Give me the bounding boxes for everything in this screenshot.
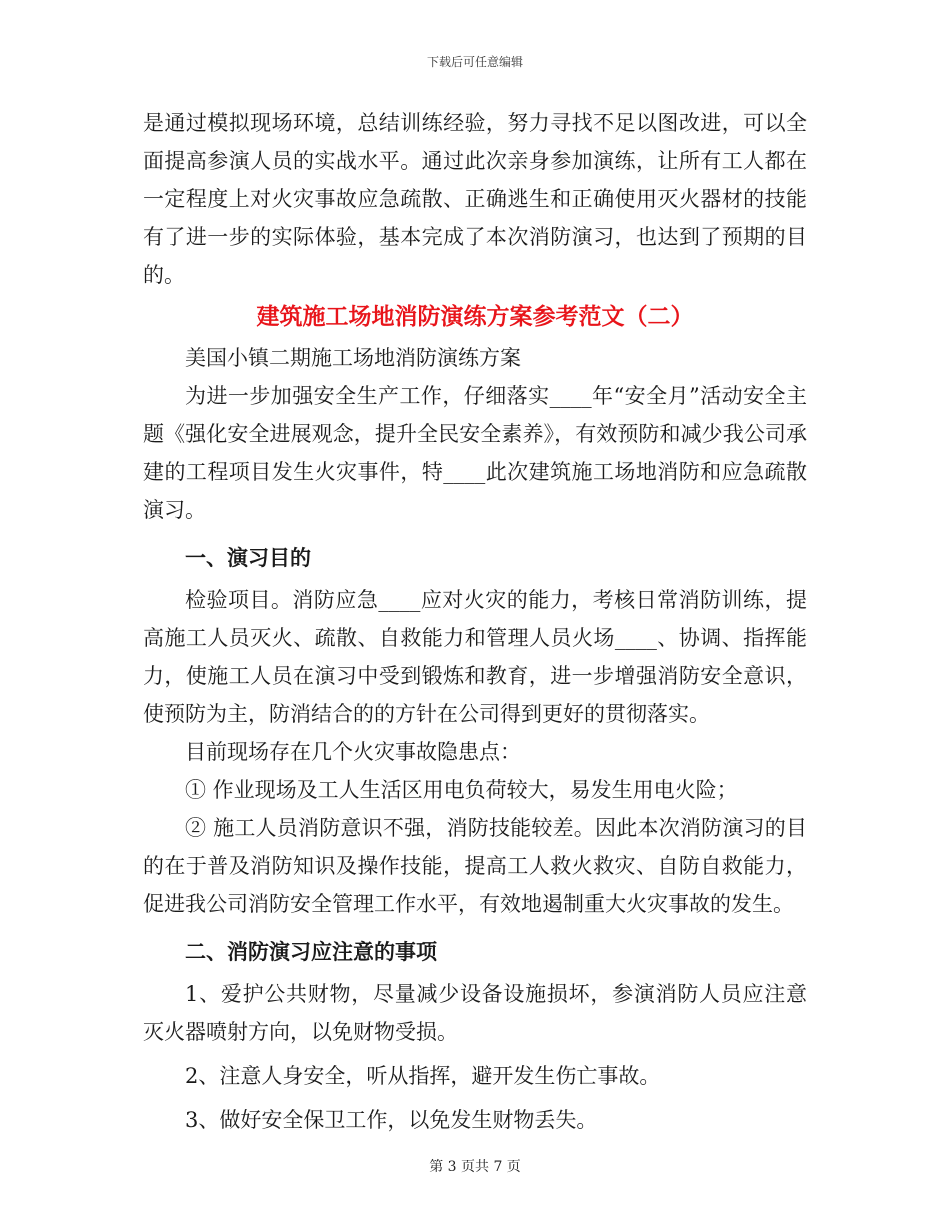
section-heading-purpose: 一、演习目的 <box>185 545 311 570</box>
header-note: 下载后可任意编辑 <box>426 55 523 69</box>
document-subtitle: 美国小镇二期施工场地消防演练方案 <box>185 346 521 370</box>
precaution-item-3: 3、做好安全保卫工作，以免发生财物丢失。 <box>185 1108 598 1132</box>
spacer <box>143 529 807 535</box>
document-body <box>143 104 807 1139</box>
purpose-paragraph: 检验项目。消防应急____应对火灾的能力，考核日常消防训练，提高施工人员灭火、疏散、自救能力和管理人员火场____、协调、指挥能力，使施工人员在演习中受到锻炼和教育，进一步增强消防安全意识，使预防为主，防消结合的的方针在公司得到更好的贯彻落实。 <box>143 588 807 726</box>
intro-paragraph: 是通过模拟现场环境，总结训练经验，努力寻找不足以图改进，可以全面提高参演人员的实战水平。通过此次亲身参加演练，让所有工人都在一定程度上对火灾事故应急疏散、正确逃生和正确使用灭火器材的技能有了进一步的实际体验，基本完成了本次消防演习，也达到了预期的目的。 <box>143 111 807 287</box>
hazard-item-2: ② 施工人员消防意识不强，消防技能较差。因此本次消防演习的目的在于普及消防知识及操作技能，提高工人救火救灾、自防自救能力，促进我公司消防安全管理工作水平，有效地遏制重大火灾事故的发生。 <box>143 816 807 916</box>
spacer <box>143 923 807 929</box>
hazards-intro: 目前现场存在几个火灾事故隐患点： <box>185 740 521 764</box>
precaution-item-2: 2、注意人身安全，听从指挥，避开发生伤亡事故。 <box>185 1064 661 1088</box>
hazard-item-1: ① 作业现场及工人生活区用电负荷较大，易发生用电火险； <box>185 778 738 802</box>
page-number: 第 3 页共 7 页 <box>429 1159 521 1175</box>
opening-paragraph: 为进一步加强安全生产工作，仔细落实____年“安全月”活动安全主题《强化安全进展观念，提升全民安全素养》，有效预防和减少我公司承建的工程项目发生火灾事件，特____此次建筑施工场地消防和应急疏散演习。 <box>143 384 807 522</box>
section-heading-precautions: 二、消防演习应注意的事项 <box>185 939 437 964</box>
precaution-item-1: 1、爱护公共财物，尽量减少设备设施损坏，参演消防人员应注意灭火器喷射方向，以免财物受损。 <box>143 982 807 1044</box>
document-title: 建筑施工场地消防演练方案参考范文（二） <box>256 304 694 330</box>
